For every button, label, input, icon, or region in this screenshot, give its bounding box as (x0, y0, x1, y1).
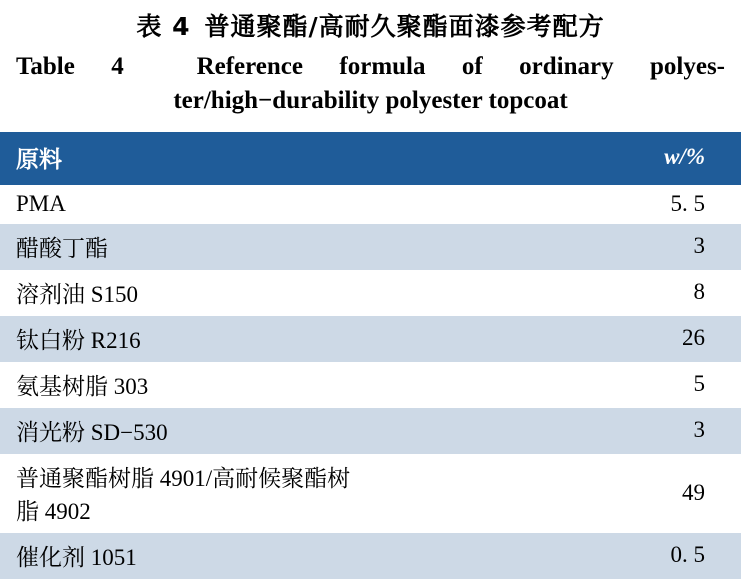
table-caption-english-line2: ter/high−durability polyester topcoat (14, 84, 727, 118)
cell-weight-percent: 3 (371, 408, 741, 454)
cell-weight-percent: 8 (371, 270, 741, 316)
cell-weight-percent: 49 (371, 454, 741, 533)
table-body (0, 185, 741, 579)
column-header-material: 原料 (0, 132, 371, 185)
table-row (0, 454, 741, 533)
table-number-english: Table 4 (16, 53, 124, 80)
table-title-chinese: 普通聚酯/高耐久聚酯面漆参考配方 (204, 12, 604, 41)
cell-material: 消光粉 SD−530 (0, 408, 371, 454)
cell-material: 醋酸丁酯 (0, 224, 371, 270)
table-row (0, 224, 741, 270)
cell-material: 催化剂 1051 (0, 533, 371, 579)
table-caption-english-line1 (14, 50, 727, 84)
cell-material: PMA (0, 185, 371, 224)
table-caption-english (0, 42, 741, 118)
cell-material: 钛白粉 R216 (0, 316, 371, 362)
cell-material: 氨基树脂 303 (0, 362, 371, 408)
cell-weight-percent: 5. 5 (371, 185, 741, 224)
cell-weight-percent: 3 (371, 224, 741, 270)
table-row (0, 408, 741, 454)
table-row (0, 362, 741, 408)
table-row (0, 270, 741, 316)
table-row (0, 185, 741, 224)
cell-material: 普通聚酯树脂 4901/高耐候聚酯树脂 4902 (0, 454, 371, 533)
formula-table (0, 132, 741, 579)
cell-material: 溶剂油 S150 (0, 270, 371, 316)
table-header-row (0, 132, 741, 185)
cell-weight-percent: 26 (371, 316, 741, 362)
column-header-weight-percent: w/% (371, 132, 741, 185)
table-caption-chinese (0, 0, 741, 42)
table-title-english-part1: Reference formula of ordinary polyes- (197, 53, 725, 80)
table-number-chinese: 表 4 (136, 12, 190, 41)
cell-weight-percent: 5 (371, 362, 741, 408)
table-header (0, 132, 741, 185)
table-row (0, 316, 741, 362)
cell-weight-percent: 0. 5 (371, 533, 741, 579)
